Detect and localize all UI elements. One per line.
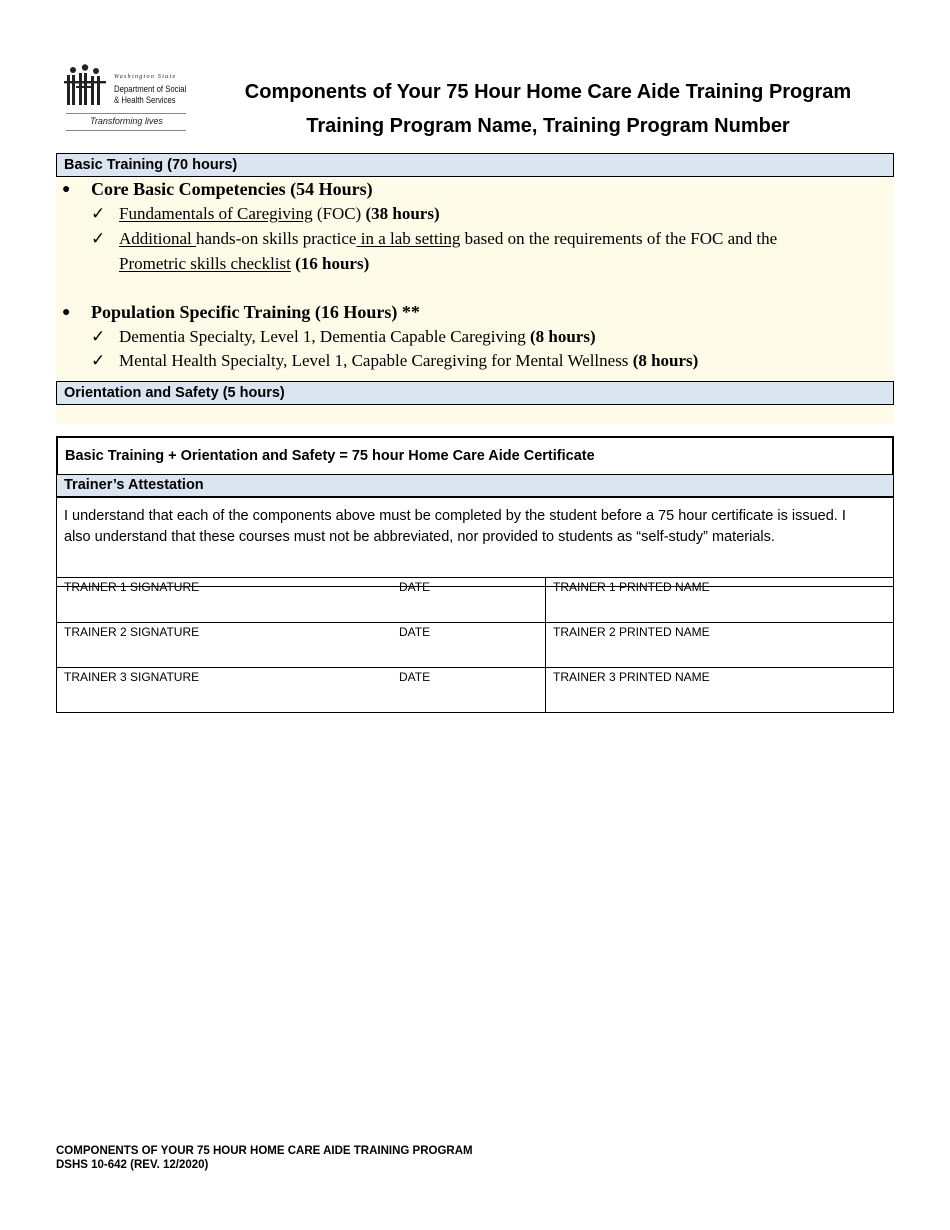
- checkmark-icon: ✓: [91, 204, 106, 223]
- table-row: [57, 623, 894, 668]
- foc-hours: (38 hours): [365, 204, 440, 223]
- skills-practice-text-cont: based on the requirements of the FOC and the: [460, 229, 778, 248]
- certificate-equation-text: Basic Training + Orientation and Safety = 75 hour Home Care Aide Certificate: [65, 448, 595, 464]
- page-subtitle: Training Program Name, Training Program Number: [306, 115, 790, 137]
- bullet-icon: ●: [62, 305, 71, 320]
- trainer-3-printed-name-field[interactable]: [546, 668, 894, 713]
- population-specific-label: Population Specific Training (16 Hours) **: [91, 302, 420, 322]
- basic-training-heading-text: Basic Training (70 hours): [64, 157, 238, 173]
- trainer-2-date-label: DATE: [399, 625, 431, 639]
- logo-rule: [66, 130, 186, 131]
- dementia-item: [91, 327, 596, 347]
- trainer-2-printed-name-label: TRAINER 2 PRINTED NAME: [553, 625, 710, 639]
- footer-form-number: DSHS 10-642 (REV. 12/2020): [56, 1159, 209, 1171]
- trainer-2-printed-name-field[interactable]: [546, 623, 894, 668]
- orientation-heading-text: Orientation and Safety (5 hours): [64, 385, 285, 401]
- skills-practice-item: [91, 229, 777, 249]
- orientation-body: [56, 405, 894, 424]
- trainer-2-signature-field[interactable]: [57, 623, 546, 668]
- trainer-1-printed-name-label: TRAINER 1 PRINTED NAME: [553, 580, 710, 594]
- logo-state-text: Washington State: [114, 74, 177, 80]
- trainer-3-date-label: DATE: [399, 670, 431, 684]
- prometric-checklist-link: Prometric skills checklist: [119, 254, 291, 273]
- attestation-heading-text: Trainer’s Attestation: [64, 477, 204, 493]
- trainer-3-signature-field[interactable]: [57, 668, 546, 713]
- additional-link: Additional: [119, 229, 196, 248]
- population-specific-bullet: [62, 302, 420, 323]
- logo-rule: [66, 113, 186, 114]
- logo-org-line-2: & Health Services: [114, 95, 176, 105]
- trainer-1-date-label: DATE: [399, 580, 431, 594]
- orientation-heading: [56, 381, 894, 405]
- logo-tagline: Transforming lives: [90, 116, 163, 126]
- skills-practice-text: hands-on skills practice: [195, 229, 357, 248]
- foc-text: (FOC): [312, 204, 366, 223]
- bullet-icon: ●: [62, 182, 71, 197]
- mental-health-hours: (8 hours): [632, 351, 699, 370]
- core-competencies-label: Core Basic Competencies (54 Hours): [91, 179, 373, 199]
- trainer-2-signature-label: TRAINER 2 SIGNATURE: [64, 625, 200, 639]
- mental-health-item: [91, 351, 698, 371]
- basic-training-heading: [56, 153, 894, 177]
- certificate-equation: [56, 436, 894, 476]
- foc-item: [91, 204, 440, 224]
- footer-form-title: COMPONENTS OF YOUR 75 HOUR HOME CARE AIDE TRAINING PROGRAM: [56, 1145, 473, 1157]
- mental-health-text: Mental Health Specialty, Level 1, Capable Caregiving for Mental Wellness: [119, 351, 633, 370]
- trainer-1-printed-name-field[interactable]: [546, 578, 894, 623]
- dshs-logo: [64, 64, 188, 132]
- trainer-3-signature-label: TRAINER 3 SIGNATURE: [64, 670, 200, 684]
- skills-practice-item-cont: [119, 254, 369, 274]
- foc-link: Fundamentals of Caregiving: [119, 204, 313, 223]
- trainer-1-signature-label: TRAINER 1 SIGNATURE: [64, 580, 200, 594]
- dementia-text: Dementia Specialty, Level 1, Dementia Capable Caregiving: [119, 327, 531, 346]
- checkmark-icon: ✓: [91, 229, 106, 248]
- checkmark-icon: ✓: [91, 327, 106, 346]
- dementia-hours: (8 hours): [530, 327, 596, 346]
- skills-practice-hours: (16 hours): [290, 254, 370, 273]
- logo-org-line-1: Department of Social: [114, 84, 187, 94]
- table-row: [57, 578, 894, 623]
- lab-setting-link: in a lab setting: [356, 229, 461, 248]
- dshs-people-logo-icon: [64, 64, 106, 108]
- trainer-3-printed-name-label: TRAINER 3 PRINTED NAME: [553, 670, 710, 684]
- attestation-text: I understand that each of the components above must be completed by the student before a 75 hour certificate is issued. I also understand that these courses must not be abbreviated, nor provided to students as “self-study” materials.: [64, 508, 846, 545]
- table-row: [57, 668, 894, 713]
- trainer-1-signature-field[interactable]: [57, 578, 546, 623]
- core-competencies-bullet: [62, 179, 373, 200]
- checkmark-icon: ✓: [91, 351, 106, 370]
- attestation-statement: [56, 497, 894, 587]
- signature-table: [56, 577, 894, 713]
- attestation-heading: [56, 475, 894, 497]
- page-title: Components of Your 75 Hour Home Care Aide Training Program: [244, 81, 852, 103]
